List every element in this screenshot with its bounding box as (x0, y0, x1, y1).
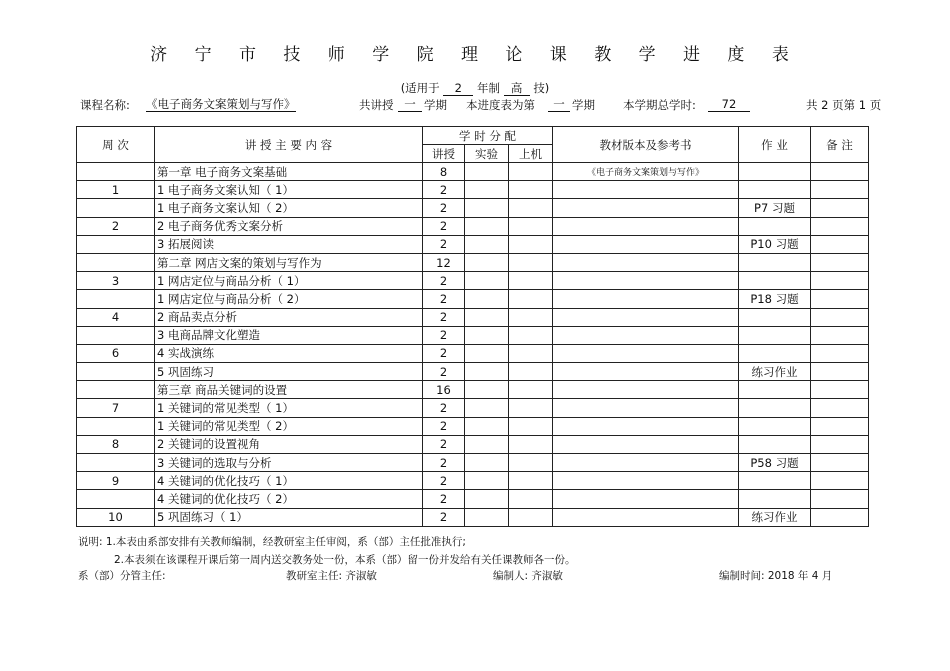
week-cell (77, 253, 155, 271)
content-cell: 2 电子商务优秀文案分析 (155, 217, 423, 235)
header-row (77, 127, 869, 145)
program-years-value: 2 (443, 81, 473, 96)
table-row (77, 235, 869, 253)
table-row (77, 272, 869, 290)
total-terms-unit: 学期 (424, 98, 447, 112)
experiment-hours-cell (465, 290, 509, 308)
table-row (77, 217, 869, 235)
computer-hours-cell (509, 253, 553, 271)
lecture-hours-cell: 2 (423, 363, 465, 381)
experiment-hours-cell (465, 272, 509, 290)
experiment-hours-cell (465, 235, 509, 253)
experiment-hours-cell (465, 490, 509, 508)
table-row (77, 508, 869, 526)
lecture-hours-cell: 12 (423, 253, 465, 271)
computer-hours-cell (509, 290, 553, 308)
lecture-header: 讲授 (423, 145, 465, 163)
content-cell: 第二章 网店文案的策划与写作为 (155, 253, 423, 271)
lecture-hours-cell: 2 (423, 508, 465, 526)
computer-hours-cell (509, 308, 553, 326)
week-cell: 3 (77, 272, 155, 290)
computer-hours-cell (509, 235, 553, 253)
computer-hours-cell (509, 344, 553, 362)
table-row (77, 163, 869, 181)
textbook-cell (553, 381, 739, 399)
remarks-cell (811, 381, 869, 399)
experiment-hours-cell (465, 217, 509, 235)
experiment-header: 实验 (465, 145, 509, 163)
content-cell: 第一章 电子商务文案基础 (155, 163, 423, 181)
textbook-cell (553, 253, 739, 271)
remarks-cell (811, 163, 869, 181)
computer-hours-cell (509, 472, 553, 490)
content-cell: 1 关键词的常见类型（ 1） (155, 399, 423, 417)
remarks-cell (811, 344, 869, 362)
week-cell: 6 (77, 344, 155, 362)
textbook-cell (553, 199, 739, 217)
schedule-table (76, 126, 869, 527)
remarks-cell (811, 290, 869, 308)
computer-hours-cell (509, 508, 553, 526)
lecture-hours-cell: 2 (423, 454, 465, 472)
experiment-hours-cell (465, 199, 509, 217)
schedule-body (77, 163, 869, 527)
table-row (77, 344, 869, 362)
computer-hours-cell (509, 490, 553, 508)
week-cell (77, 417, 155, 435)
homework-cell (739, 344, 811, 362)
applicability-suffix: 技) (533, 81, 550, 95)
applicability-line (0, 80, 950, 96)
course-name-value: 《电子商务文案策划与写作》 (146, 97, 296, 111)
experiment-hours-cell (465, 435, 509, 453)
table-row (77, 490, 869, 508)
program-level-value: 高 (504, 81, 530, 96)
week-cell (77, 290, 155, 308)
week-cell: 1 (77, 181, 155, 199)
content-cell: 1 网店定位与商品分析（ 1） (155, 272, 423, 290)
total-terms-label: 共讲授 (359, 98, 394, 112)
content-cell: 3 关键词的选取与分析 (155, 454, 423, 472)
lecture-hours-cell: 2 (423, 326, 465, 344)
homework-cell (739, 308, 811, 326)
content-cell: 3 拓展阅读 (155, 235, 423, 253)
table-row (77, 326, 869, 344)
lecture-hours-cell: 2 (423, 199, 465, 217)
homework-cell (739, 326, 811, 344)
lecture-hours-cell: 2 (423, 181, 465, 199)
computer-hours-cell (509, 435, 553, 453)
textbook-cell (553, 272, 739, 290)
experiment-hours-cell (465, 399, 509, 417)
experiment-hours-cell (465, 472, 509, 490)
week-cell (77, 199, 155, 217)
content-cell: 1 关键词的常见类型（ 2） (155, 417, 423, 435)
homework-cell: P18 习题 (739, 290, 811, 308)
week-cell (77, 363, 155, 381)
homework-cell: 练习作业 (739, 363, 811, 381)
computer-hours-cell (509, 199, 553, 217)
lecture-hours-cell: 16 (423, 381, 465, 399)
homework-cell (739, 217, 811, 235)
experiment-hours-cell (465, 163, 509, 181)
homework-cell (739, 490, 811, 508)
table-row (77, 399, 869, 417)
textbook-cell (553, 363, 739, 381)
computer-hours-cell (509, 363, 553, 381)
textbook-cell (553, 308, 739, 326)
remarks-cell (811, 417, 869, 435)
remarks-cell (811, 454, 869, 472)
applicability-prefix: (适用于 (400, 81, 440, 95)
table-row (77, 363, 869, 381)
lecture-hours-cell: 2 (423, 217, 465, 235)
computer-hours-cell (509, 326, 553, 344)
computer-hours-cell (509, 454, 553, 472)
remarks-cell (811, 217, 869, 235)
note-line-2: 2.本表须在该课程开课后第一周内送交教务处一份，本系（部）留一份并发给有关任课教师各一份。 (114, 554, 576, 566)
note-line-1: 说明: 1.本表由系部安排有关教师编制，经教研室主任审阅，系（部）主任批准执行; (78, 536, 466, 548)
computer-hours-cell (509, 381, 553, 399)
textbook-cell (553, 472, 739, 490)
content-cell: 5 巩固练习（ 1） (155, 508, 423, 526)
textbook-cell (553, 235, 739, 253)
homework-cell: P7 习题 (739, 199, 811, 217)
applicability-mid: 年制 (477, 81, 500, 95)
lecture-hours-cell: 2 (423, 235, 465, 253)
computer-hours-cell (509, 217, 553, 235)
table-row (77, 181, 869, 199)
table-row (77, 454, 869, 472)
textbook-cell (553, 490, 739, 508)
week-cell: 9 (77, 472, 155, 490)
week-cell: 8 (77, 435, 155, 453)
remarks-cell (811, 435, 869, 453)
table-row (77, 253, 869, 271)
experiment-hours-cell (465, 326, 509, 344)
week-cell (77, 235, 155, 253)
table-row (77, 417, 869, 435)
table-row (77, 199, 869, 217)
experiment-hours-cell (465, 344, 509, 362)
content-cell: 4 关键词的优化技巧（ 1） (155, 472, 423, 490)
homework-cell (739, 163, 811, 181)
week-cell (77, 454, 155, 472)
content-cell: 4 关键词的优化技巧（ 2） (155, 490, 423, 508)
textbook-cell (553, 508, 739, 526)
total-terms-value: 一 (398, 97, 422, 112)
content-cell: 第三章 商品关键词的设置 (155, 381, 423, 399)
textbook-cell (553, 417, 739, 435)
experiment-hours-cell (465, 508, 509, 526)
textbook-cell: 《电子商务文案策划与写作》 (553, 163, 739, 181)
computer-hours-cell (509, 399, 553, 417)
page-title: 济 宁 市 技 师 学 院 理 论 课 教 学 进 度 表 (150, 45, 800, 65)
remarks-cell (811, 272, 869, 290)
homework-header: 作 业 (739, 127, 811, 163)
homework-cell: P58 习题 (739, 454, 811, 472)
total-hours-label: 本学期总学时: (623, 98, 696, 112)
experiment-hours-cell (465, 381, 509, 399)
textbook-cell (553, 344, 739, 362)
textbook-cell (553, 399, 739, 417)
content-cell: 2 商品卖点分析 (155, 308, 423, 326)
computer-hours-cell (509, 181, 553, 199)
content-cell: 1 电子商务文案认知（ 2） (155, 199, 423, 217)
computer-hours-cell (509, 163, 553, 181)
remarks-cell (811, 181, 869, 199)
experiment-hours-cell (465, 253, 509, 271)
week-header: 周 次 (77, 127, 155, 163)
homework-cell (739, 435, 811, 453)
homework-cell: P10 习题 (739, 235, 811, 253)
week-cell: 10 (77, 508, 155, 526)
week-cell: 7 (77, 399, 155, 417)
compile-date: 编制时间: 2018 年 4 月 (719, 570, 833, 582)
textbook-cell (553, 181, 739, 199)
lecture-hours-cell: 2 (423, 344, 465, 362)
total-hours-value: 72 (708, 97, 750, 112)
lecture-hours-cell: 2 (423, 308, 465, 326)
page-count: 共 2 页第 1 页 (806, 98, 882, 112)
remarks-cell (811, 326, 869, 344)
lecture-hours-cell: 2 (423, 435, 465, 453)
table-row (77, 308, 869, 326)
textbook-cell (553, 435, 739, 453)
dept-head-label: 系（部）分管主任: (78, 570, 166, 582)
remarks-header: 备 注 (811, 127, 869, 163)
textbook-cell (553, 326, 739, 344)
hours-group-header: 学 时 分 配 (423, 127, 553, 145)
editor: 编制人: 齐淑敏 (493, 570, 563, 582)
remarks-cell (811, 253, 869, 271)
homework-cell: 练习作业 (739, 508, 811, 526)
homework-cell (739, 399, 811, 417)
course-name-label: 课程名称: (80, 98, 130, 112)
content-header: 讲 授 主 要 内 容 (155, 127, 423, 163)
homework-cell (739, 472, 811, 490)
remarks-cell (811, 363, 869, 381)
homework-cell (739, 272, 811, 290)
week-cell (77, 490, 155, 508)
textbook-cell (553, 290, 739, 308)
remarks-cell (811, 235, 869, 253)
content-cell: 1 电子商务文案认知（ 1） (155, 181, 423, 199)
content-cell: 1 网店定位与商品分析（ 2） (155, 290, 423, 308)
remarks-cell (811, 490, 869, 508)
this-term-unit: 学期 (572, 98, 595, 112)
table-row (77, 472, 869, 490)
week-cell (77, 326, 155, 344)
homework-cell (739, 381, 811, 399)
content-cell: 2 关键词的设置视角 (155, 435, 423, 453)
remarks-cell (811, 472, 869, 490)
week-cell: 2 (77, 217, 155, 235)
textbook-cell (553, 217, 739, 235)
computer-hours-cell (509, 272, 553, 290)
remarks-cell (811, 508, 869, 526)
content-cell: 3 电商品牌文化塑造 (155, 326, 423, 344)
lecture-hours-cell: 2 (423, 490, 465, 508)
experiment-hours-cell (465, 454, 509, 472)
table-row (77, 381, 869, 399)
remarks-cell (811, 199, 869, 217)
lecture-hours-cell: 2 (423, 417, 465, 435)
week-cell (77, 163, 155, 181)
lecture-hours-cell: 8 (423, 163, 465, 181)
lecture-hours-cell: 2 (423, 272, 465, 290)
experiment-hours-cell (465, 363, 509, 381)
experiment-hours-cell (465, 417, 509, 435)
content-cell: 5 巩固练习 (155, 363, 423, 381)
experiment-hours-cell (465, 308, 509, 326)
experiment-hours-cell (465, 181, 509, 199)
lecture-hours-cell: 2 (423, 290, 465, 308)
textbook-cell (553, 454, 739, 472)
lecture-hours-cell: 2 (423, 399, 465, 417)
this-term-value: 一 (548, 97, 570, 112)
computer-header: 上机 (509, 145, 553, 163)
table-row (77, 435, 869, 453)
week-cell (77, 381, 155, 399)
homework-cell (739, 253, 811, 271)
homework-cell (739, 417, 811, 435)
computer-hours-cell (509, 417, 553, 435)
textbook-header: 教材版本及参考书 (553, 127, 739, 163)
remarks-cell (811, 399, 869, 417)
table-row (77, 290, 869, 308)
week-cell: 4 (77, 308, 155, 326)
lecture-hours-cell: 2 (423, 472, 465, 490)
remarks-cell (811, 308, 869, 326)
teaching-head: 教研室主任: 齐淑敏 (286, 570, 377, 582)
this-term-label: 本进度表为第 (466, 98, 535, 112)
homework-cell (739, 181, 811, 199)
content-cell: 4 实战演练 (155, 344, 423, 362)
